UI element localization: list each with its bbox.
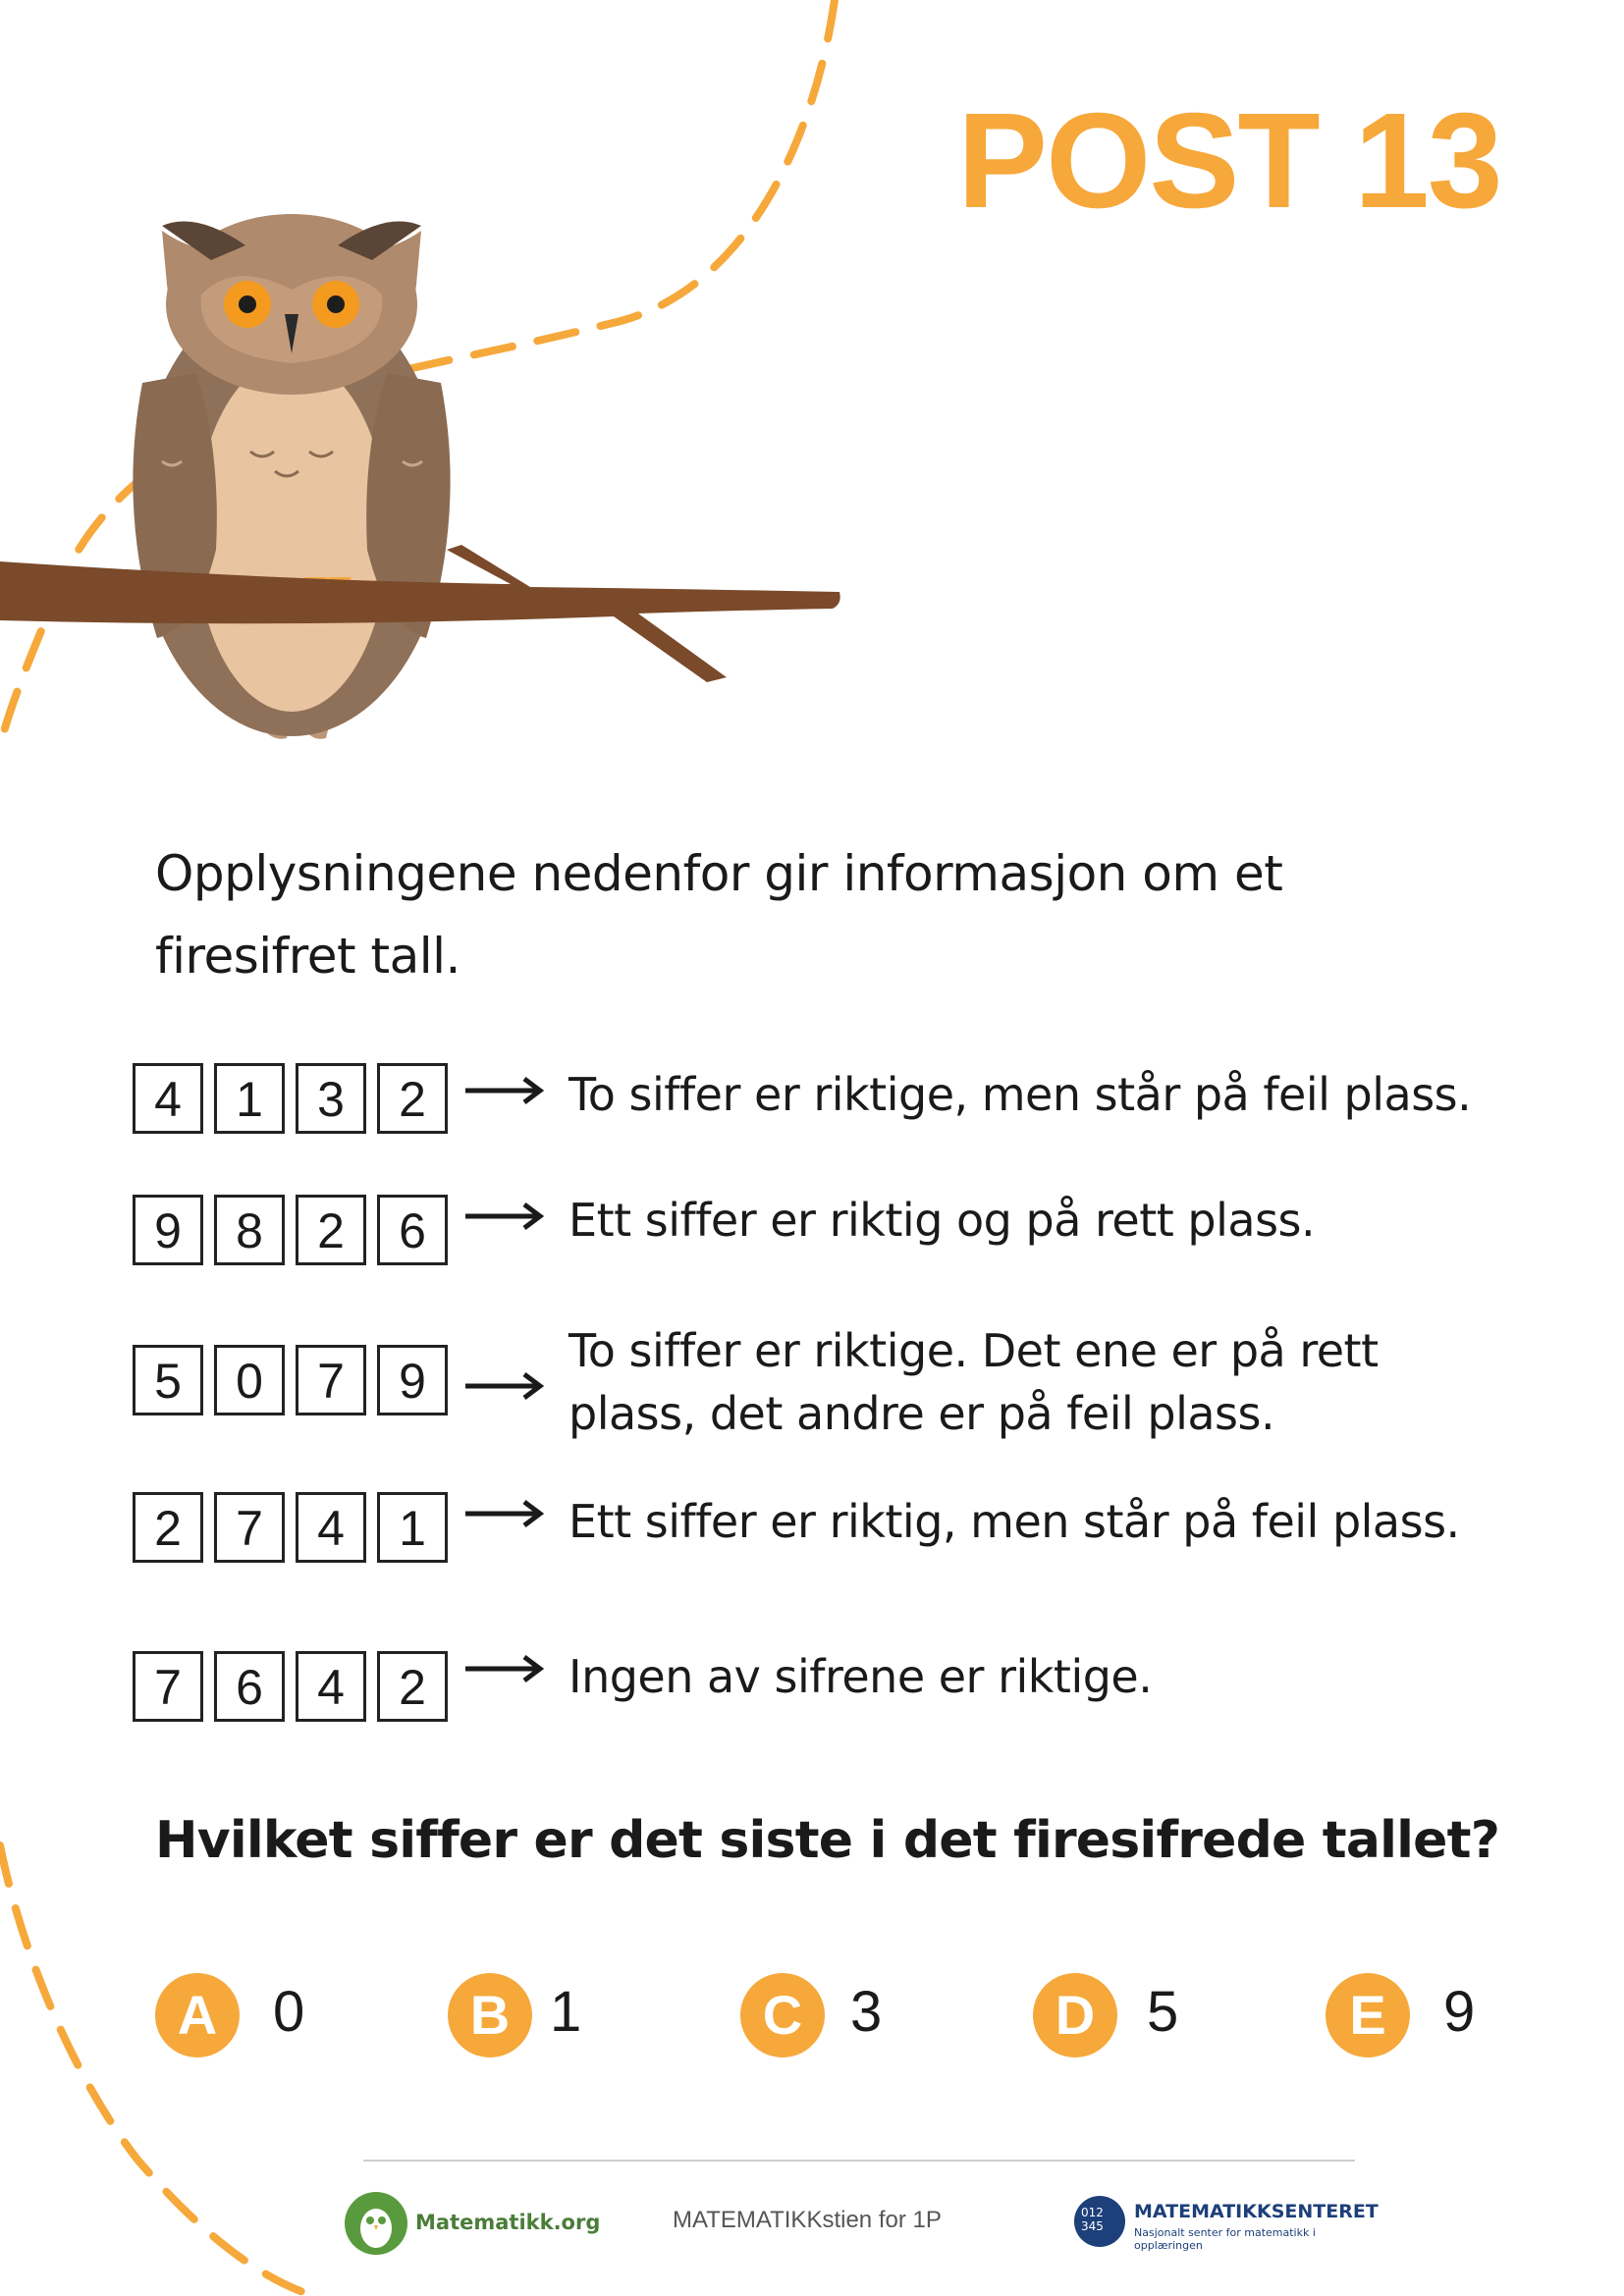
digit-boxes (133, 1651, 448, 1722)
intro-text: Opplysningene nedenfor gir informasjon om et firesifret tall. (155, 845, 1283, 985)
right-arrow-icon (461, 1366, 546, 1406)
digit-box: 3 (296, 1063, 366, 1134)
option-letter-badge: C (740, 1973, 825, 2057)
digit-box: 7 (133, 1651, 203, 1722)
right-arrow-icon (461, 1071, 546, 1110)
digit-box: 0 (214, 1345, 285, 1415)
owl-illustration (133, 214, 450, 739)
digit-box: 4 (296, 1492, 366, 1563)
option-value: 9 (1443, 1980, 1476, 2044)
option-value: 1 (550, 1980, 582, 2044)
option-letter-badge: B (448, 1973, 532, 2057)
option-letter-badge: A (155, 1973, 240, 2057)
digit-box: 1 (377, 1492, 448, 1563)
digit-box: 4 (296, 1651, 366, 1722)
dashed-path-bottom (0, 1845, 314, 2296)
digit-box: 7 (214, 1492, 285, 1563)
logo-right-name: MATEMATIKKSENTERET (1134, 2201, 1379, 2222)
digit-box: 2 (377, 1651, 448, 1722)
matematikksenteret-logo[interactable] (1073, 2195, 1387, 2254)
page-title: POST 13 (957, 85, 1501, 237)
clue-text: Ett siffer er riktig og på rett plass. (568, 1194, 1316, 1247)
digit-box: 9 (133, 1195, 203, 1265)
digit-box: 5 (133, 1345, 203, 1415)
digit-box: 1 (214, 1063, 285, 1134)
footer-divider (363, 2160, 1355, 2162)
matematikk-org-logo[interactable] (344, 2191, 601, 2260)
digit-box: 2 (296, 1195, 366, 1265)
owl-logo-icon (344, 2191, 408, 2256)
digit-box: 2 (133, 1492, 203, 1563)
digit-box: 4 (133, 1063, 203, 1134)
digit-box: 6 (214, 1651, 285, 1722)
option-value: 0 (273, 1980, 305, 2044)
digit-box: 2 (377, 1063, 448, 1134)
digit-boxes (133, 1063, 448, 1134)
clue-text: To siffer er riktige, men står på feil plass. (568, 1068, 1472, 1121)
clue-text: Ingen av sifrene er riktige. (568, 1650, 1153, 1703)
option-value: 5 (1147, 1980, 1179, 2044)
digit-boxes (133, 1345, 448, 1415)
svg-text:345: 345 (1081, 2219, 1104, 2233)
digit-box: 8 (214, 1195, 285, 1265)
digit-boxes (133, 1195, 448, 1265)
right-arrow-icon (461, 1494, 546, 1533)
digit-boxes (133, 1492, 448, 1563)
right-arrow-icon (461, 1197, 546, 1236)
logo-left-text: Matematikk.org (415, 2211, 601, 2234)
digit-box: 6 (377, 1195, 448, 1265)
option-value: 3 (850, 1980, 883, 2044)
digit-box: 9 (377, 1345, 448, 1415)
svg-text:012: 012 (1081, 2206, 1104, 2219)
clue-text: Ett siffer er riktig, men står på feil plass. (568, 1495, 1460, 1548)
right-arrow-icon (461, 1649, 546, 1688)
option-letter-badge: E (1326, 1973, 1410, 2057)
digit-box: 7 (296, 1345, 366, 1415)
question-text: Hvilket siffer er det siste i det firesifrede tallet? (155, 1811, 1500, 1870)
numbers-logo-icon (1073, 2195, 1126, 2248)
option-letter-badge: D (1033, 1973, 1117, 2057)
footer-center-text: MATEMATIKKstien for 1P (673, 2207, 942, 2233)
logo-right-subtitle: Nasjonalt senter for matematikk i opplæringen (1134, 2226, 1316, 2252)
clue-text: To siffer er riktige. Det ene er på rett plass, det andre er på feil plass. (568, 1324, 1379, 1440)
